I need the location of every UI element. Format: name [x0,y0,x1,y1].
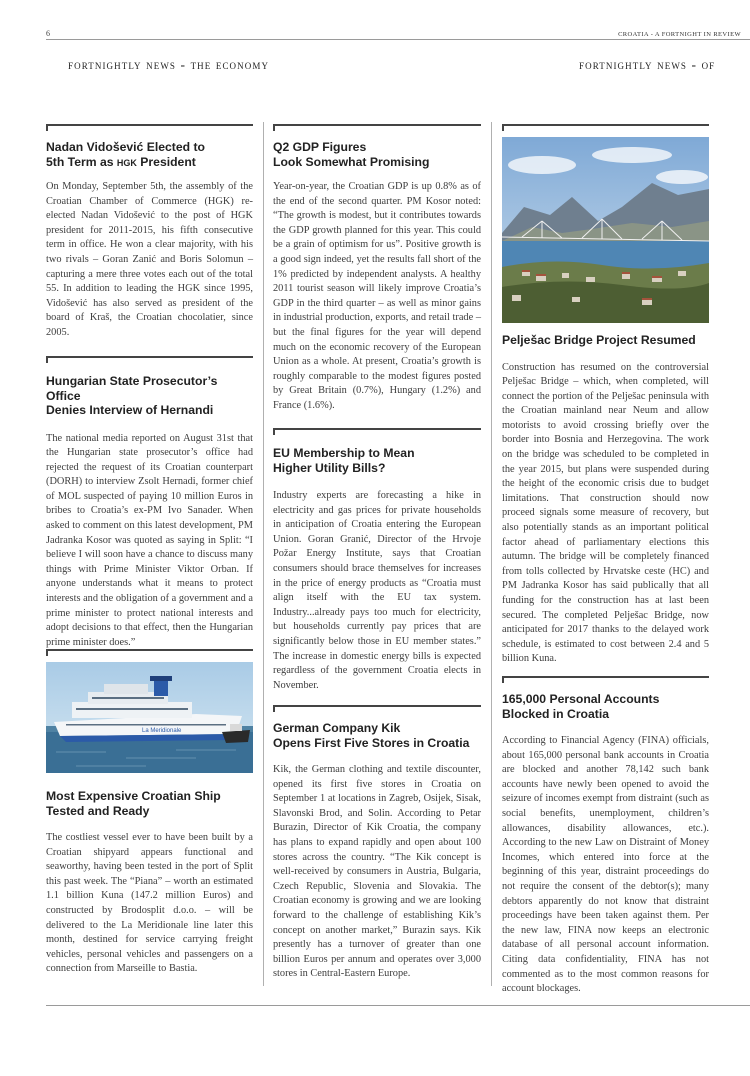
title-line: German Company Kik [273,721,401,735]
article-title [502,692,709,721]
article-title [273,140,481,169]
title-line: 165,000 Personal Accounts [502,692,660,706]
title-line: Blocked in Croatia [502,706,610,721]
column-divider-1 [263,122,264,986]
page-number: 6 [46,29,50,38]
section-title-left: fortnightly news - the economy [68,57,270,72]
ship-photo [46,662,253,773]
article-bridge-rule [502,124,709,126]
article-rule [502,676,709,678]
title-line: Nadan Vidošević Elected to [46,140,205,154]
article-ship-text [46,789,253,977]
article-bridge [502,333,709,667]
title-line: Opens First Five Stores in Croatia [273,735,470,750]
article-body: The costliest vessel ever to have been built by a Croatian shipyard appears functional and seaworthy, having been tested in the port of Split this past week. The “Piana” – worth an estimated 1.1 billion Kuna (147.2 million Euros) and constructed by Brodosplit d.o.o. – will be delivered to the La Meridionale line later this month, destined for service carrying freight vehicles, personal vehicles and passengers on a connection from Marseille to Bastia. [46,832,253,975]
article-rule [273,705,481,707]
title-line: Look Somewhat Promising [273,154,430,169]
footer-rule [46,1005,750,1006]
article-title [273,721,481,750]
article-rule [273,124,481,126]
title-line: Tested and Ready [46,803,150,818]
article-title: Pelješac Bridge Project Resumed [502,333,696,347]
ship-hull-text: La Meridionale [142,728,182,734]
title-line: EU Membership to Mean [273,446,415,460]
article-fina [502,676,709,997]
title-line: Most Expensive Croatian Ship [46,789,221,803]
running-head: CROATIA - A FORTNIGHT IN REVIEW [618,31,741,38]
article-rule [502,124,709,126]
article-body: According to Financial Agency (FINA) officials, about 165,000 personal bank accounts in Croatia are blocked and another 78,142 such bank accounts have newly been opened to avoid the seizure of incomes exempt from distraint (such as social benefits, unemployment, children’s allowances, disability allowances, etc.). According to the new Law on Distraint of Money Incomes, which entered into force at the beginning of this year, distraint proceedings do not require the consent of the debtor(s); many debtors apparently do not know that distraint proceedings have been taken against them. Per the new law, FINA now keeps an electronic database of all personal account information. Citing data confidentiality, FINA has not commented as to the most common reasons for account blockages. [502,735,709,995]
article-kik [273,705,481,982]
article-body: Construction has resumed on the controversial Pelješac Bridge – which, when completed, will connect the portion of the Pelješac peninsula with the Croatian mainland near Neum and allow motorists to avoid crossing briefly over the border into Bosnia and Herzegovina. The work on the bridge was scheduled to be completed in the year 2015, but plans were suspended during the height of the economic crisis due to budget limitations. That construction should now proceed signals some measure of recovery, but also potentially stands as an important political factor ahead of parliamentary elections this autumn. The bridge will be completely financed from tolls collected by Hrvatske ceste (HC) and PM Jadranka Kosor has said publically that all funding for the construction has at last been secured. The completed Pelješac Bridge, now anticipated for 2017 thanks to the delayed work schedule, is estimated to cost between 2.4 and 5 billion Kuna. [502,361,709,665]
article-title [273,446,481,475]
article-title [46,789,253,818]
title-line: Hungarian State Prosecutor’s Office [46,374,218,403]
article-rule [273,428,481,430]
section-title-right: fortnightly news - of [579,57,716,72]
title-line: Q2 GDP Figures [273,140,367,154]
bridge-photo [502,137,709,323]
article-body: The national media reported on August 31st that the Hungarian state prosecutor’s office had rejected the request of its Croatian counterpart (DORH) to interview Zsolt Hernadi, former chief of MOL suspected of paying 10 million Euros in bribes to Croatia’s ex-PM Ivo Sanader. When asked to comment on this latest development, PM Jadranka Kosor was quoted as saying in Split: “I believe I will soon have a chance to discuss many things with Prime Minister Viktor Orban. If anyone understands what it means to protect interests and the obligation of a government and a prime minister to protect national interests and adopt decisions to that effect, then the Hungarian prime minister does.” [46,432,253,648]
article-ship [46,649,253,651]
title-line: Denies Interview of Hernandi [46,403,214,417]
column-divider-2 [491,122,492,986]
article-body: Kik, the German clothing and textile discounter, opened its first five stores in Croatia on September 1 at locations in Zagreb, Osijek, Sisak, Slavonski Brod, and Solin. According to Petar Burazin, Director of Kik Croatia, the company has plans to expand rapidly and open about 100 stores across the country. “The Kik concept is well-received by consumers in Austria, Bulgaria, Czech Republic, Slovenia and Slovakia. The Croatian economy is growing and we are looking forward to the challenge of establishing Kik’s concept on another market,” Burazin says. Kik presently has a turnover of greater than one billion Euros per annum and operates over 3,000 stores in Central-Eastern Europe. [273,764,481,980]
title-line: 5th Term as [46,154,117,169]
article-rule [46,649,253,651]
title-abbrev: hgk [116,154,137,169]
article-rule [46,356,253,358]
header-rule [46,39,750,40]
article-body: Industry experts are forecasting a hike in electricity and gas prices for private households in anticipation of Croatia entering the European Union. Goran Granić, Director of the Hrvoje Požar Energy Institute, says that Croatian consumers should brace themselves for increases in the price of energy products as “Croatia must align itself with the EU tax system. Industry...already pays too much for electricity, but households currently pay prices that are significantly below those in EU member states.” The increase in domestic energy bills is expected regardless of the government Croatia elects in November. [273,490,481,691]
article-hgk [46,124,253,341]
article-body: On Monday, September 5th, the assembly of the Croatian Chamber of Commerce (HGK) re-elected Nadan Vidošević to the post of HGK president for 2011-2015, his fifth consecutive term in office. He won a clear majority, with his two rivals – Goran Zanić and Boris Solomun – capturing a mere three votes each out of the total 55. In addition to leading the HGK since 1995, Vidošević has also served as president of the board of Kraš, the Croatian chocolatier, since 2005. [46,181,253,338]
article-title [46,140,253,169]
article-gdp [273,124,481,414]
article-body: Year-on-year, the Croatian GDP is up 0.8% as of the end of the second quarter. PM Kosor noted: “The growth is modest, but it contributes towards the GDP growth planned for this year. This could be a grain of optimism for us”. Positive growth is a good sign indeed, yet the results fall short of the 1% predicted by independent analysts. A healthy 2011 tourist season will likely improve Croatia’s GDP in the third quarter – as well as minor gains in industrial production, exports, and retail trade – but the final figures for the year will depend much on the economic recovery of the European Union as a whole. At present, Croatia’s growth is roughly comparable to the modest figures posted by Great Britain (0.7%), Hungary (1.2%) and France (1.6%). [273,181,481,411]
title-line: Higher Utility Bills? [273,460,386,475]
article-rule [46,124,253,126]
article-eu-utility [273,428,481,693]
article-title [46,374,253,418]
title-line: President [136,154,196,169]
article-hernandi [46,356,253,650]
